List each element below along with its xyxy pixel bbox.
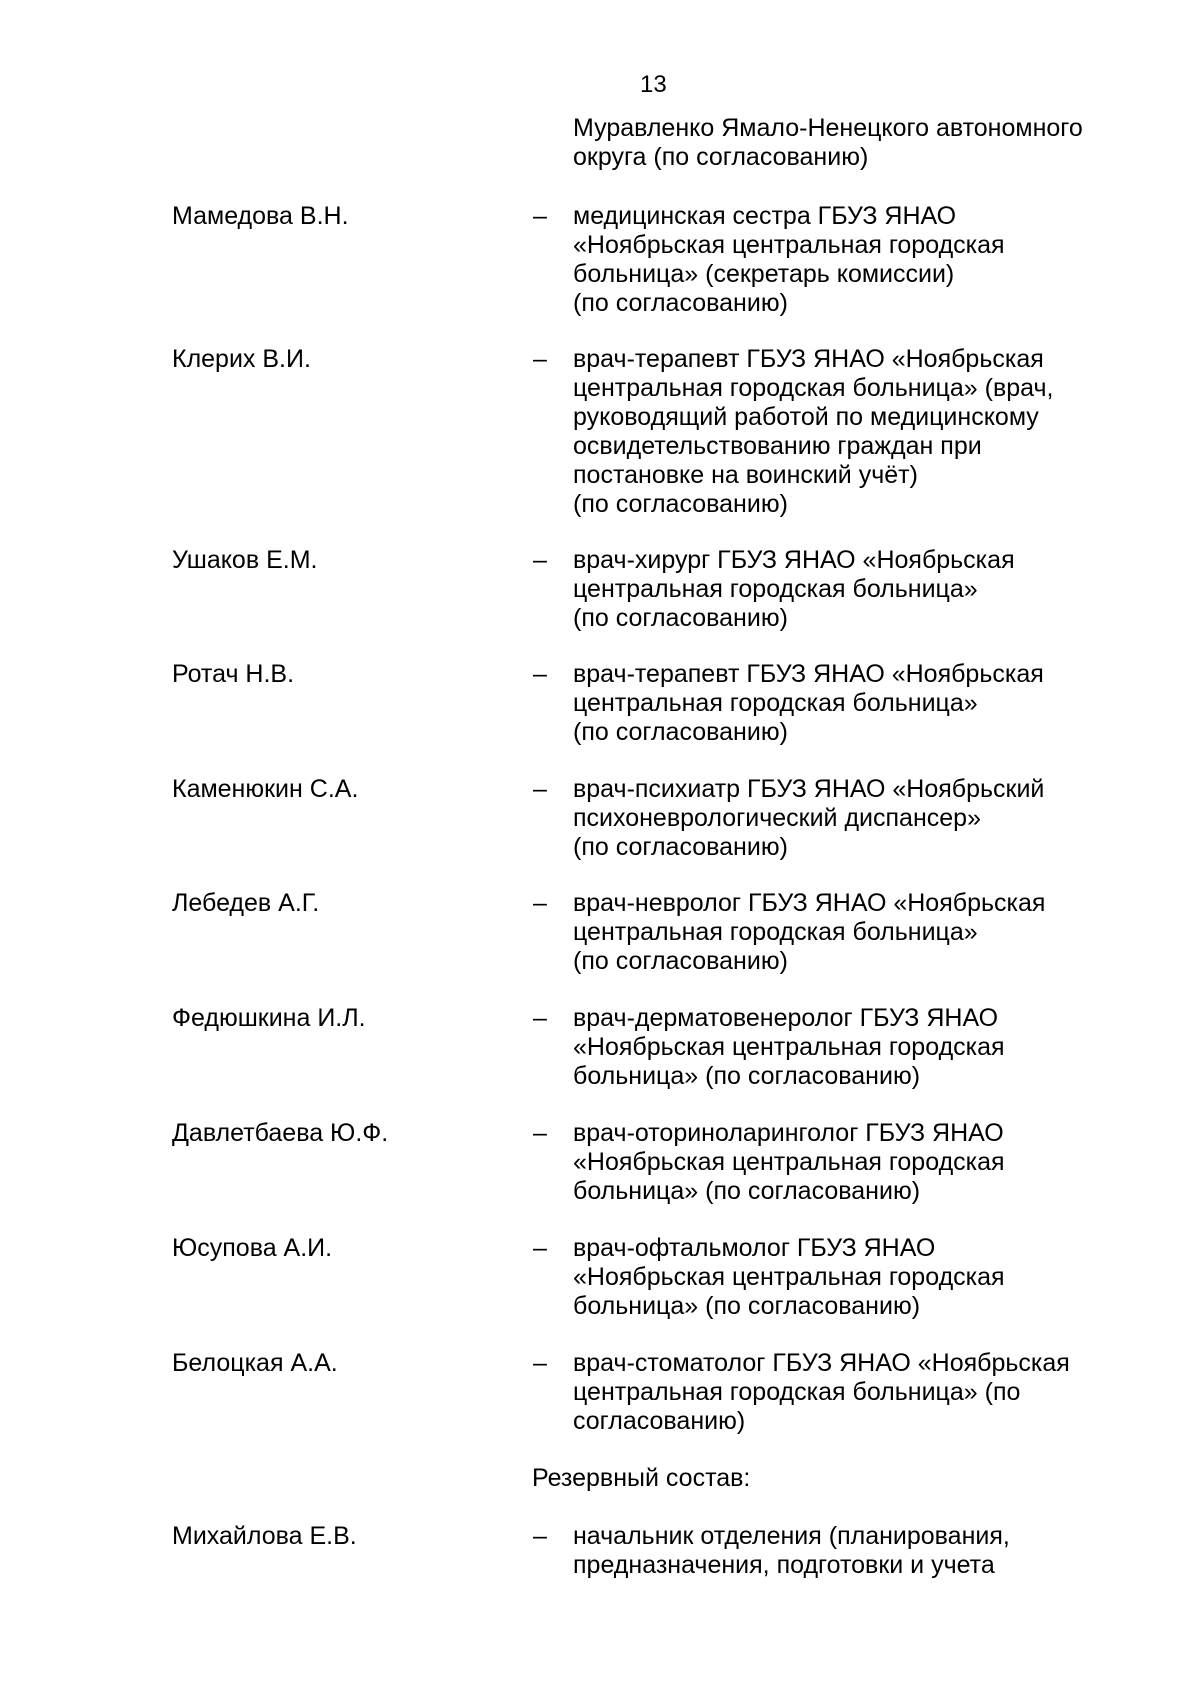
role-line: врач-офтальмолог ГБУЗ ЯНАО [573,1234,936,1262]
page-number: 13 [640,71,667,98]
member-name: Лебедев А.Г. [172,889,320,917]
reserve-heading: Резервный состав: [532,1464,751,1492]
role-line: центральная городская больница» [573,918,978,946]
role-line: врач-стоматолог ГБУЗ ЯНАО «Ноябрьская [573,1349,1070,1377]
dash-separator: – [533,1004,547,1032]
dash-separator: – [533,775,547,803]
member-role [573,889,1133,976]
dash-separator: – [533,202,547,230]
role-line: «Ноябрьская центральная городская [573,231,1005,259]
member-name: Юсупова А.И. [172,1234,333,1262]
dash-separator: – [533,345,547,373]
role-line: психоневрологический диспансер» [573,804,981,832]
dash-separator: – [533,1522,547,1550]
member-name: Ушаков Е.М. [172,546,318,574]
role-line: больница» (по согласованию) [573,1177,921,1205]
role-line: врач-оториноларинголог ГБУЗ ЯНАО [573,1119,1004,1147]
role-line: (по согласованию) [573,289,788,317]
member-name: Мамедова В.Н. [172,202,349,230]
role-line: «Ноябрьская центральная городская [573,1148,1005,1176]
role-line: врач-терапевт ГБУЗ ЯНАО «Ноябрьская [573,345,1044,373]
role-line: медицинская сестра ГБУЗ ЯНАО [573,202,957,230]
member-role [573,1522,1133,1580]
role-line: больница» (секретарь комиссии) [573,260,955,288]
role-line: больница» (по согласованию) [573,1292,921,1320]
role-line: больница» (по согласованию) [573,1062,921,1090]
member-name: Каменюкин С.А. [172,775,359,803]
role-line: постановке на воинский учёт) [573,461,918,489]
member-role [573,1234,1133,1321]
member-role [573,1004,1133,1091]
role-line: (по согласованию) [573,947,788,975]
member-name: Клерих В.И. [172,345,311,373]
dash-separator: – [533,660,547,688]
role-line: руководящий работой по медицинскому [573,403,1039,431]
role-line: согласованию) [573,1407,746,1435]
member-role [573,1119,1133,1206]
role-line: центральная городская больница» (по [573,1378,1021,1406]
member-name: Михайлова Е.В. [172,1522,357,1550]
continuation-text [573,114,1133,172]
member-name: Давлетбаева Ю.Ф. [172,1119,389,1147]
role-line: (по согласованию) [573,718,788,746]
role-line: (по согласованию) [573,490,788,518]
role-line: врач-терапевт ГБУЗ ЯНАО «Ноябрьская [573,660,1044,688]
role-line: центральная городская больница» [573,575,978,603]
dash-separator: – [533,1349,547,1377]
role-line: центральная городская больница» (врач, [573,374,1054,402]
role-line: начальник отделения (планирования, [573,1522,1010,1550]
role-line: врач-психиатр ГБУЗ ЯНАО «Ноябрьский [573,775,1045,803]
member-name: Ротач Н.В. [172,660,295,688]
role-line: (по согласованию) [573,604,788,632]
member-role [573,775,1133,862]
continuation-line: Муравленко Ямало-Ненецкого автономного [573,114,1083,142]
continuation-line: округа (по согласованию) [573,143,869,171]
role-line: врач-хирург ГБУЗ ЯНАО «Ноябрьская [573,546,1015,574]
dash-separator: – [533,546,547,574]
member-role [573,345,1133,519]
dash-separator: – [533,889,547,917]
member-role [573,202,1133,318]
role-line: «Ноябрьская центральная городская [573,1263,1005,1291]
role-line: центральная городская больница» [573,689,978,717]
member-name: Белоцкая А.А. [172,1349,338,1377]
role-line: освидетельствованию граждан при [573,432,982,460]
role-line: врач-невролог ГБУЗ ЯНАО «Ноябрьская [573,889,1046,917]
role-line: «Ноябрьская центральная городская [573,1033,1005,1061]
role-line: (по согласованию) [573,833,788,861]
dash-separator: – [533,1234,547,1262]
member-role [573,660,1133,747]
role-line: врач-дерматовенеролог ГБУЗ ЯНАО [573,1004,999,1032]
member-name: Федюшкина И.Л. [172,1004,366,1032]
member-role [573,1349,1133,1436]
member-role [573,546,1133,633]
dash-separator: – [533,1119,547,1147]
role-line: предназначения, подготовки и учета [573,1551,995,1579]
